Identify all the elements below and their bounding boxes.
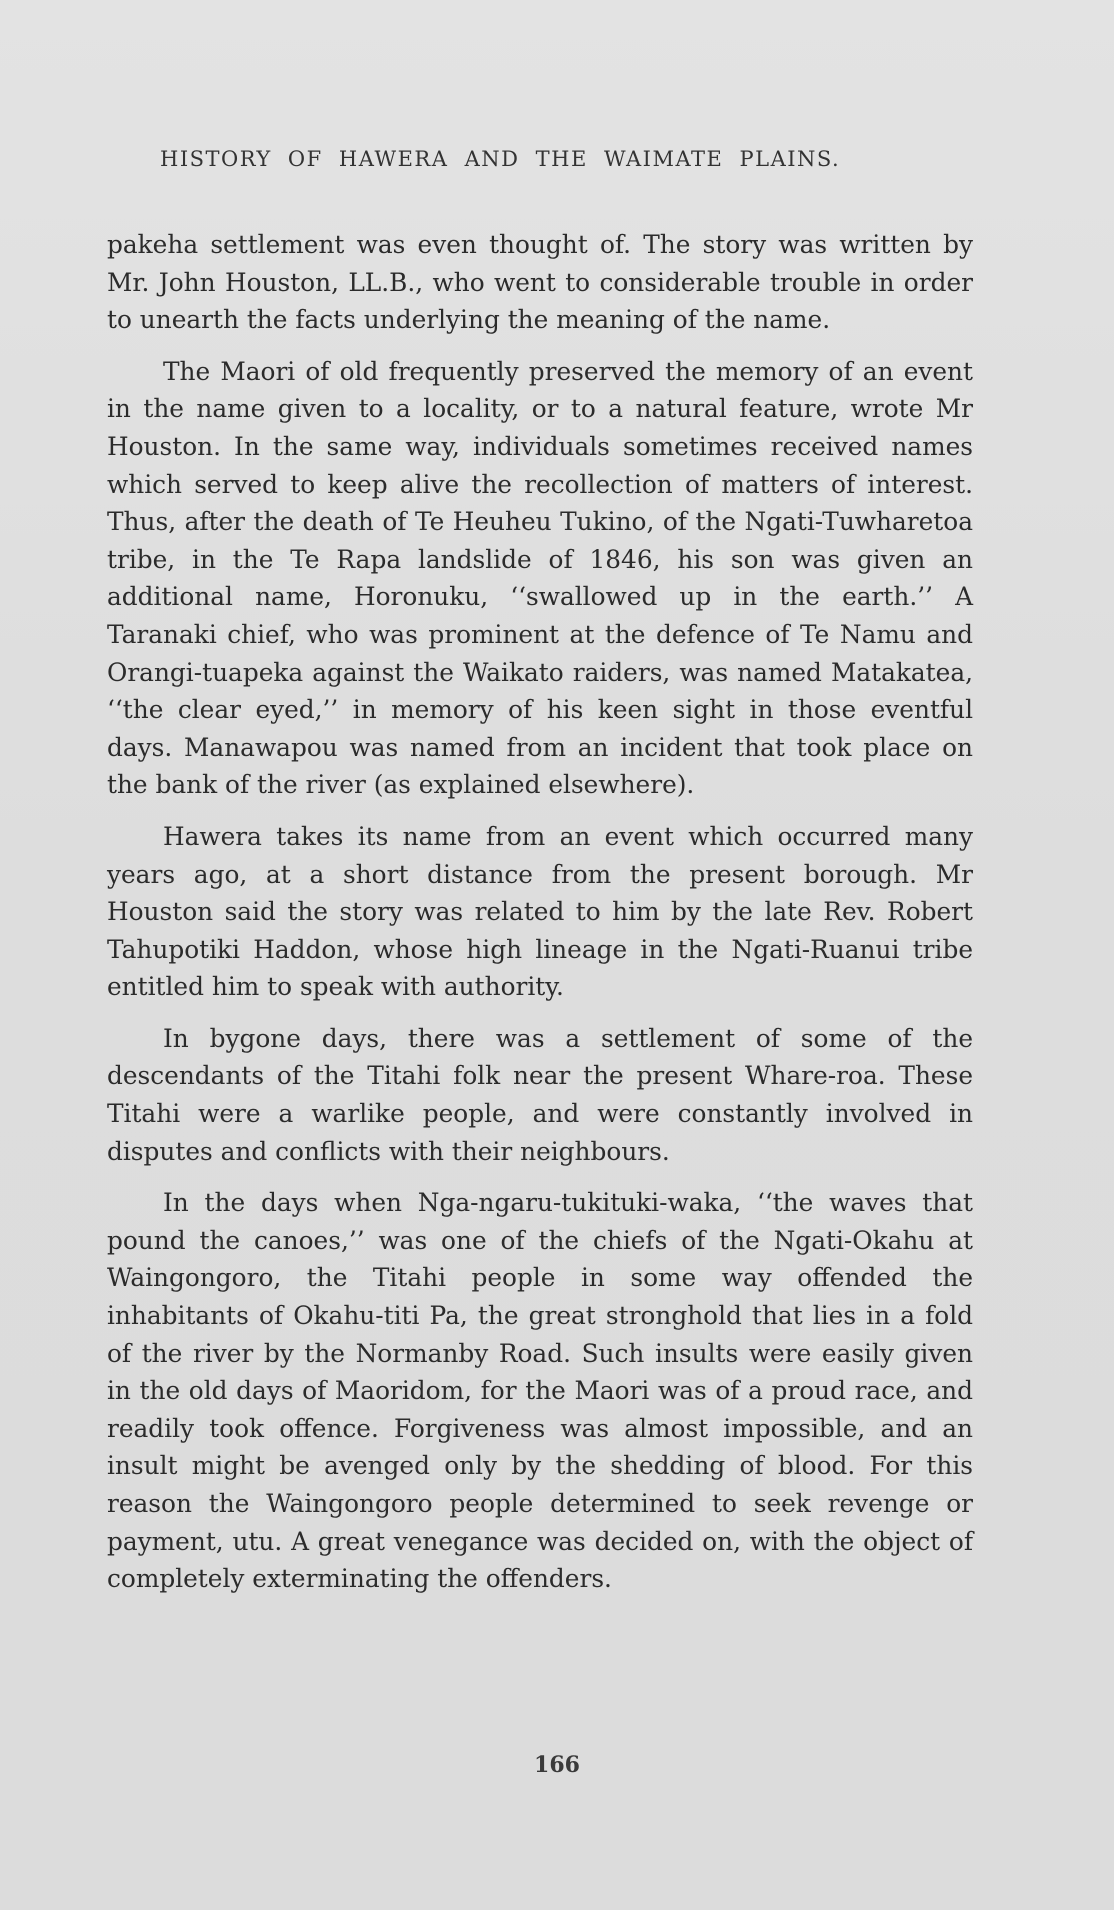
body-text — [107, 226, 973, 1612]
paragraph: In the days when Nga-ngaru-tukituki-waka, ‘‘the waves that pound the canoes,’’ was one of the chiefs of the Ngati-Okahu at Waingongoro, the Titahi people in some way offended the inhabitants of Okahu-titi Pa, the great stronghold that lies in a fold of the river by the Normanby Road. Such insults were easily given in the old days of Maoridom, for the Maori was of a proud race, and readily took offence. Forgiveness was almost impossible, and an insult might be avenged only by the shedding of blood. For this reason the Waingongoro people determined to seek revenge or payment, utu. A great venegance was decided on, with the object of completely exterminating the offenders. — [107, 1188, 973, 1594]
paragraph: Hawera takes its name from an event which occurred many years ago, at a short distance from the present borough. Mr Houston said the story was related to him by the late Rev. Robert Tahupotiki Haddon, whose high lineage in the Ngati-Ruanui tribe entitled him to speak with authority. — [107, 821, 973, 1002]
paragraph: pakeha settlement was even thought of. The story was written by Mr. John Houston, LL.B., who went to considerable trouble in order to unearth the facts underlying the meaning of the name. — [107, 230, 973, 335]
paragraph: In bygone days, there was a settlement of some of the descendants of the Titahi folk near the present Whare-roa. These Titahi were a warlike people, and were constantly involved in disputes and conflicts with their neighbours. — [107, 1023, 973, 1166]
running-head: HISTORY OF HAWERA AND THE WAIMATE PLAINS. — [160, 147, 841, 171]
paragraph: The Maori of old frequently preserved the memory of an event in the name given to a locality, or to a natural feature, wrote Mr Houston. In the same way, individuals sometimes received names which served to keep alive the recollection of matters of interest. Thus, after the death of Te Heuheu Tukino, of the Ngati-Tuwharetoa tribe, in the Te Rapa landslide of 1846, his son was given an additional name, Horonuku, ‘‘swallowed up in the earth.’’ A Taranaki chief, who was prominent at the defence of Te Namu and Orangi-tuapeka against the Waikato raiders, was named Matakatea, ‘‘the clear eyed,’’ in memory of his keen sight in those eventful days. Manawapou was named from an incident that took place on the bank of the river (as explained elsewhere). — [107, 356, 973, 800]
page-number: 166 — [534, 1752, 580, 1778]
